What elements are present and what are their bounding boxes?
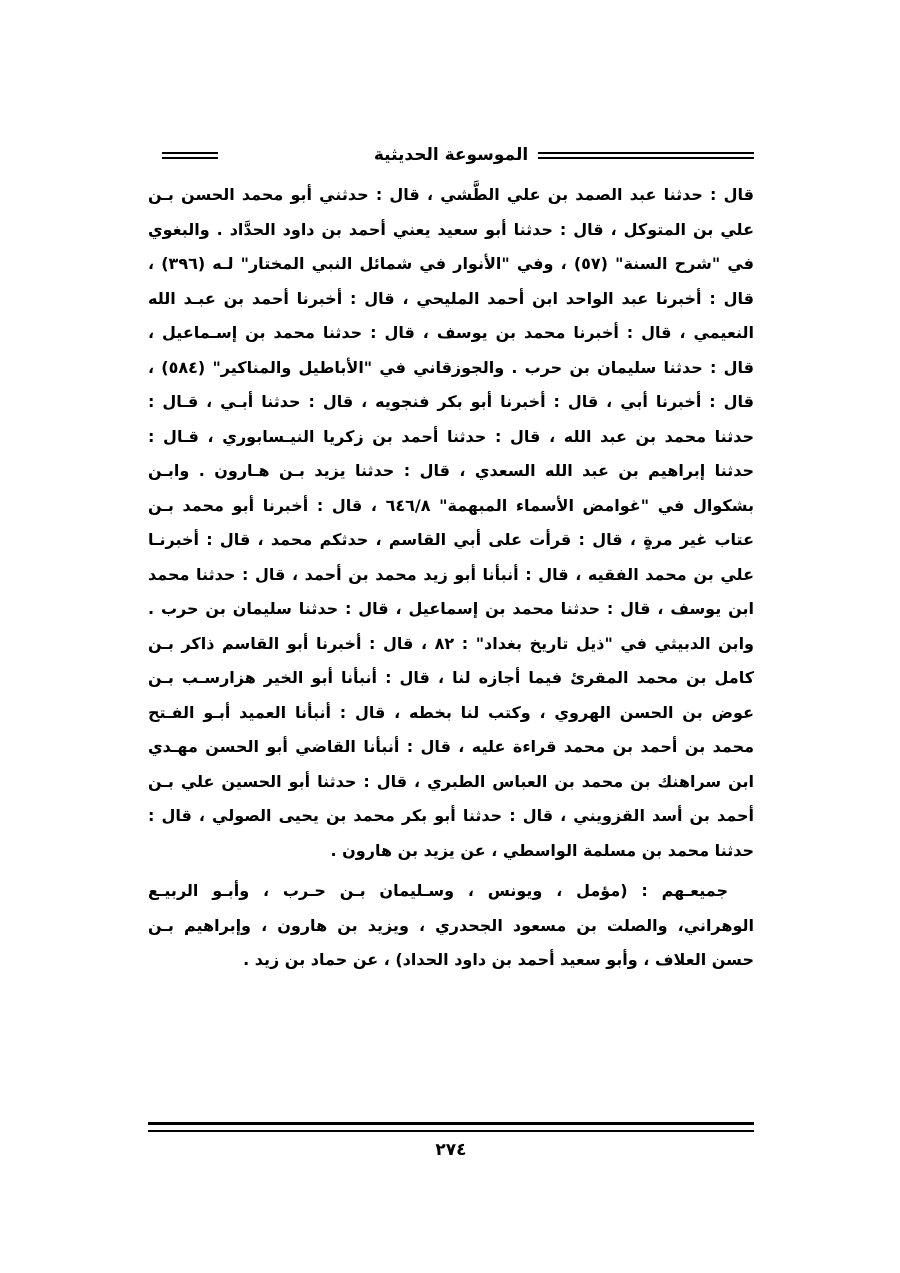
text-line: كامل بن محمد المقرئ فيما أجازه لنا ، قال : أنبأنا أبو الخير هزارسـب بـن	[148, 668, 754, 687]
text-line: علي بن المتوكل ، قال : حدثنا أبو سعيد يعني أحمد بن داود الحدَّاد . والبغوي	[148, 219, 754, 239]
text-line: حدثنا محمد بن مسلمة الواسطي ، عن يزيد بن هارون .	[330, 840, 754, 860]
page-number: ٢٧٤	[435, 1140, 467, 1160]
text-line: بشكوال في "غوامض الأسماء المبهمة" ٦٤٦/٨ ، قال : أخبرنا أبو محمد بـن	[148, 495, 755, 515]
text-line: حدثنا محمد بن عبد الله ، قال : حدثنا أحمد بن زكريا النيـسابوري ، قـال :	[148, 426, 754, 446]
header-title: الموسوعة الحديثية	[364, 145, 538, 165]
text-line: قال : أخبرنا أبي ، قال : أخبرنا أبو بكر فنجويه ، قال : حدثنا أبـي ، قـال :	[148, 392, 754, 411]
body-text	[148, 178, 754, 978]
footer-rule	[148, 1122, 754, 1132]
text-line: قال : حدثنا عبد الصمد بن علي الطَّشي ، قال : حدثني أبو محمد الحسن بـن	[148, 185, 754, 204]
text-line: النعيمي ، قال : أخبرنا محمد بن يوسف ، قال : حدثنا محمد بن إسـماعيل ،	[148, 323, 754, 342]
text-line: قال : أخبرنا عبد الواحد ابن أحمد المليحي ، قال : أخبرنا أحمد بن عبـد الله	[148, 288, 754, 308]
text-line: علي بن محمد الفقيه ، قال : أنبأنا أبو زيد محمد بن أحمد ، قال : حدثنا محمد	[148, 564, 754, 584]
text-line: الوهراني، والصلت بن مسعود الجحدري ، ويزيد بن هارون ، وإبراهيم بـن	[148, 915, 754, 935]
text-line: في "شرح السنة" (٥٧) ، وفي "الأنوار في شمائل النبي المختار" لـه (٣٩٦) ،	[148, 254, 754, 273]
text-line: حدثنا إبراهيم بن عبد الله السعدي ، قال : حدثنا يزيد بـن هـارون . وابـن	[148, 461, 754, 480]
page-header	[148, 140, 754, 176]
text-line: قال : حدثنا سليمان بن حرب . والجوزقاني في "الأباطيل والمناكير" (٥٨٤) ،	[148, 357, 755, 377]
text-line: جميعـهم : (مؤمل ، ويونس ، وسـليمان بـن حـرب ، وأبـو الربيـع	[148, 881, 728, 900]
text-line: وابن الدبيثي في "ذيل تاريخ بغداد" : ٨٢ ، قال : أخبرنا أبو القاسم ذاكر بـن	[148, 633, 754, 653]
text-line: حسن العلاف ، وأبو سعيد أحمد بن داود الحداد) ، عن حماد بن زيد .	[243, 950, 754, 969]
text-line: عوض بن الحسن الهروي ، وكتب لنا بخطه ، قال : أنبأنا العميد أبـو الفـتح	[148, 702, 754, 722]
text-line: أحمد بن أسد القزويني ، قال : حدثنا أبو بكر محمد بن يحيى الصولي ، قال :	[148, 806, 754, 825]
text-line: ابن يوسف ، قال : حدثنا محمد بن إسماعيل ، قال : حدثنا سليمان بن حرب .	[148, 599, 754, 618]
text-line: محمد بن أحمد بن محمد قراءة عليه ، قال : أنبأنا القاضي أبو الحسن مهـدي	[148, 737, 754, 756]
text-line: عتاب غير مرةٍ ، قال : قرأت على أبي القاسم ، حدثكم محمد ، قال : أخبرنـا	[148, 530, 754, 549]
text-line: ابن سراهنك بن محمد بن العباس الطبري ، قال : حدثنا أبو الحسين علي بـن	[148, 771, 754, 791]
